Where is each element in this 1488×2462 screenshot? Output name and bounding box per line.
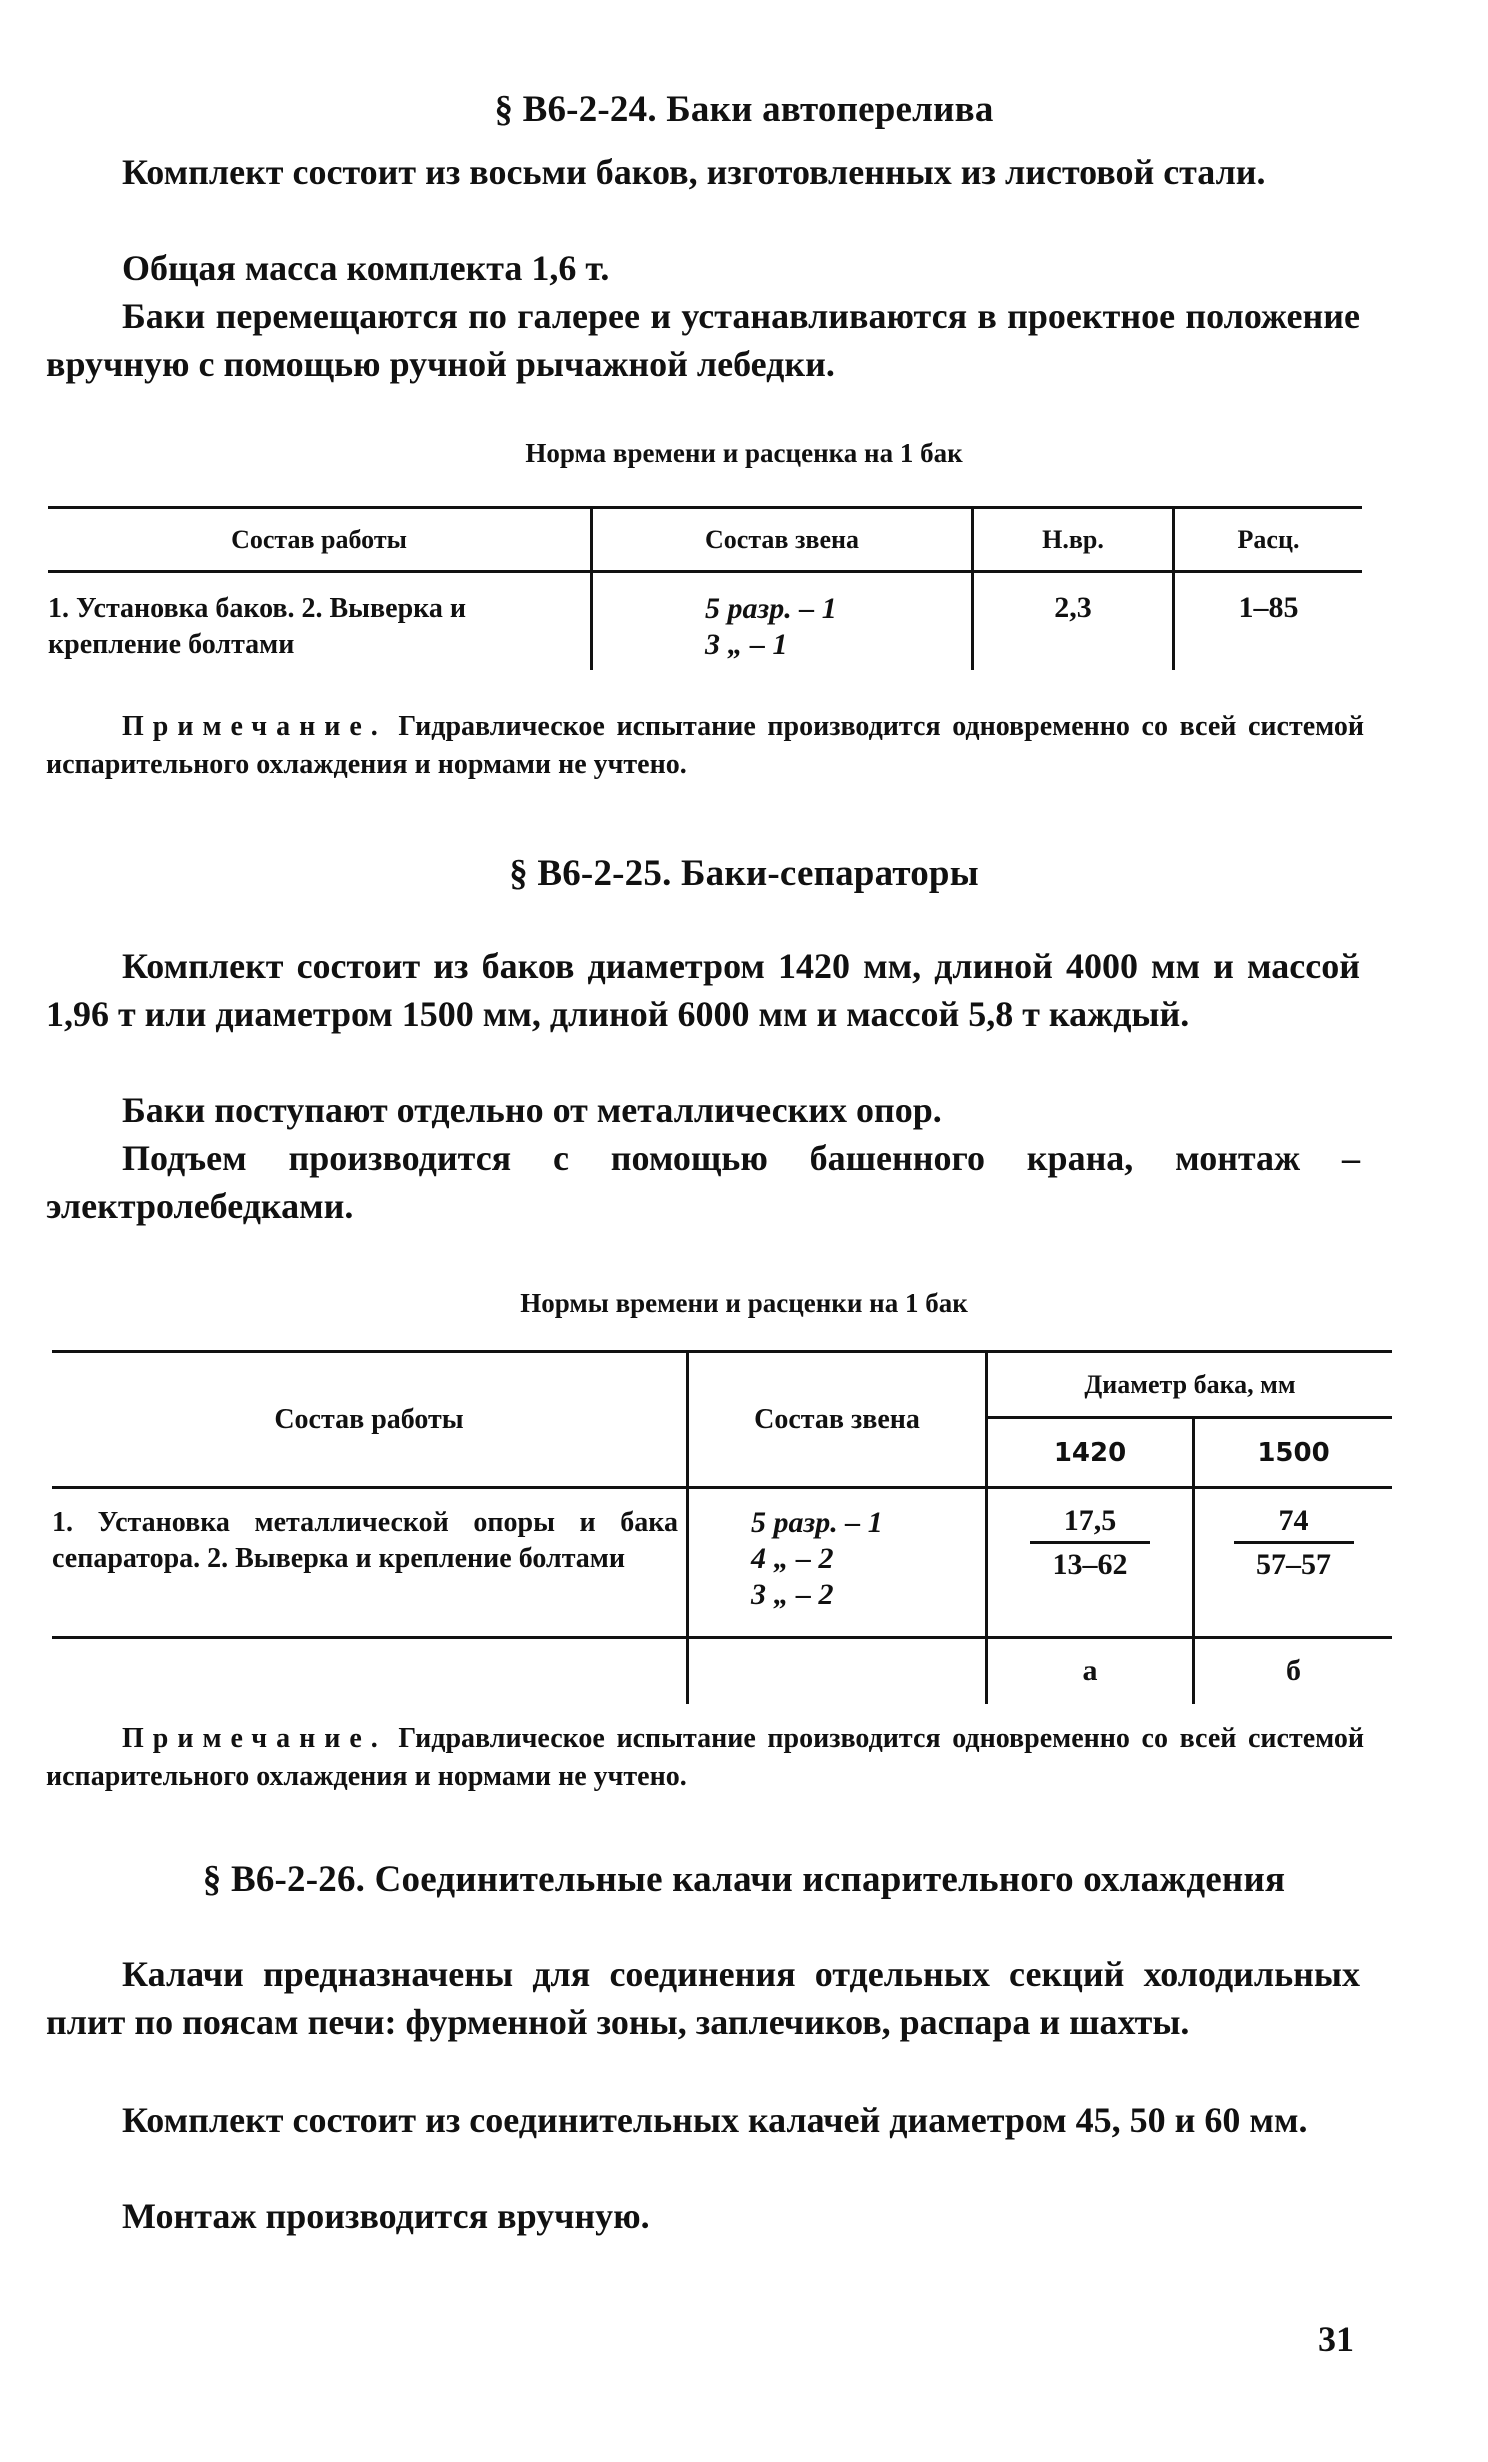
paragraph: [46, 942, 1360, 1038]
paragraph: [46, 2096, 1360, 2144]
crew-line: 3 „ – 2: [751, 1578, 834, 1611]
paragraph-text: Калачи предназначены для соединения отдельных секций холодильных плит по поясам печи: фурменной зоны, заплечиков, распара и шахты.: [46, 1954, 1360, 2042]
header-work: Состав работы: [48, 508, 592, 572]
section-title-v6-2-26: § В6-2-26. Соединительные калачи испарительного охлаждения: [202, 1859, 1286, 1900]
cell-work: 1. Установка металлической опоры и бака сепаратора. 2. Выверка и крепление болтами: [52, 1488, 688, 1638]
note: [46, 708, 1364, 784]
note-label: Примечание.: [122, 711, 387, 742]
crew-line: 4 „ – 2: [751, 1542, 834, 1575]
paragraph-text: Подъем производится с помощью башенного крана, монтаж – электролебедками.: [46, 1138, 1360, 1226]
column-label-a: а: [987, 1638, 1194, 1704]
norm-table-v6-2-24: [48, 506, 1362, 670]
cell-norm: 2,3: [973, 572, 1174, 670]
paragraph: [46, 244, 1360, 292]
note: [46, 1720, 1364, 1796]
cell-crew: [592, 572, 973, 670]
cell-price: 1–85: [1238, 591, 1299, 624]
paragraph-text: Комплект состоит из баков диаметром 1420 мм, длиной 4000 мм и массой 1,96 т или диаметром 1500 мм, длиной 6000 мм и массой 5,8 т каждый.: [46, 946, 1360, 1034]
paragraph-text: Баки перемещаются по галерее и устанавливаются в проектное положение вручную с помощью ручной рычажной лебедки.: [46, 296, 1360, 384]
price-value: 57–57: [1256, 1548, 1331, 1581]
section-title-v6-2-25: § В6-2-25. Баки-сепараторы: [509, 853, 979, 894]
paragraph-text: Комплект состоит из восьми баков, изготовленных из листовой стали.: [122, 152, 1266, 192]
paragraph: [46, 148, 1360, 196]
paragraph: [46, 2192, 1360, 2240]
table-caption: Норма времени и расценка на 1 бак: [525, 438, 963, 468]
crew-line: 5 разр. – 1: [751, 1506, 883, 1539]
paragraph-text: Монтаж производится вручную.: [122, 2196, 650, 2236]
cell-value-1420: [987, 1488, 1194, 1638]
section-title-v6-2-24: § В6-2-24. Баки автоперелива: [494, 89, 994, 130]
norm-table-v6-2-25: [52, 1350, 1392, 1704]
cell-crew: [688, 1488, 987, 1638]
cell-value-1500: [1194, 1488, 1393, 1638]
table-row: [48, 572, 1362, 670]
price-value: 13–62: [1052, 1548, 1128, 1581]
table-row: [52, 1488, 1392, 1638]
paragraph-text: Баки поступают отдельно от металлических опор.: [122, 1090, 942, 1130]
column-label-row: [52, 1638, 1392, 1704]
norm-value: 74: [1234, 1501, 1354, 1544]
header-price: Расц.: [1237, 524, 1300, 554]
page-number: 31: [1318, 2319, 1354, 2359]
header-diameter-1420: 1420: [987, 1418, 1194, 1488]
paragraph: [46, 1086, 1360, 1134]
note-label: Примечание.: [122, 1723, 387, 1754]
paragraph: [46, 292, 1360, 388]
header-diameter: Диаметр бака, мм: [987, 1352, 1393, 1418]
header-crew: Состав звена: [592, 508, 973, 572]
table-caption: Нормы времени и расценки на 1 бак: [520, 1288, 968, 1318]
note-text: Гидравлическое испытание производится одновременно со всей системой испарительного охлаждения и нормами не учтено.: [46, 1723, 1365, 1792]
empty-cell: [52, 1638, 688, 1704]
header-work: Состав работы: [52, 1352, 688, 1488]
paragraph-text: Комплект состоит из соединительных калачей диаметром 45, 50 и 60 мм.: [122, 2100, 1308, 2140]
empty-cell: [688, 1638, 987, 1704]
paragraph: [46, 1134, 1360, 1230]
note-text: Гидравлическое испытание производится одновременно со всей системой испарительного охлаждения и нормами не учтено.: [46, 711, 1365, 780]
column-label-b: б: [1286, 1654, 1301, 1688]
paragraph-text: Общая масса комплекта 1,6 т.: [122, 248, 610, 288]
norm-value: 17,5: [1030, 1501, 1150, 1544]
header-norm: Н.вр.: [973, 508, 1174, 572]
header-diameter-1500: 1500: [1194, 1418, 1393, 1488]
header-crew: Состав звена: [688, 1352, 987, 1488]
crew-line: 3 „ – 1: [705, 628, 788, 661]
paragraph: [46, 1950, 1360, 2046]
crew-line: 5 разр. – 1: [705, 592, 837, 625]
cell-work: 1. Установка баков. 2. Выверка и крепление болтами: [48, 572, 592, 670]
